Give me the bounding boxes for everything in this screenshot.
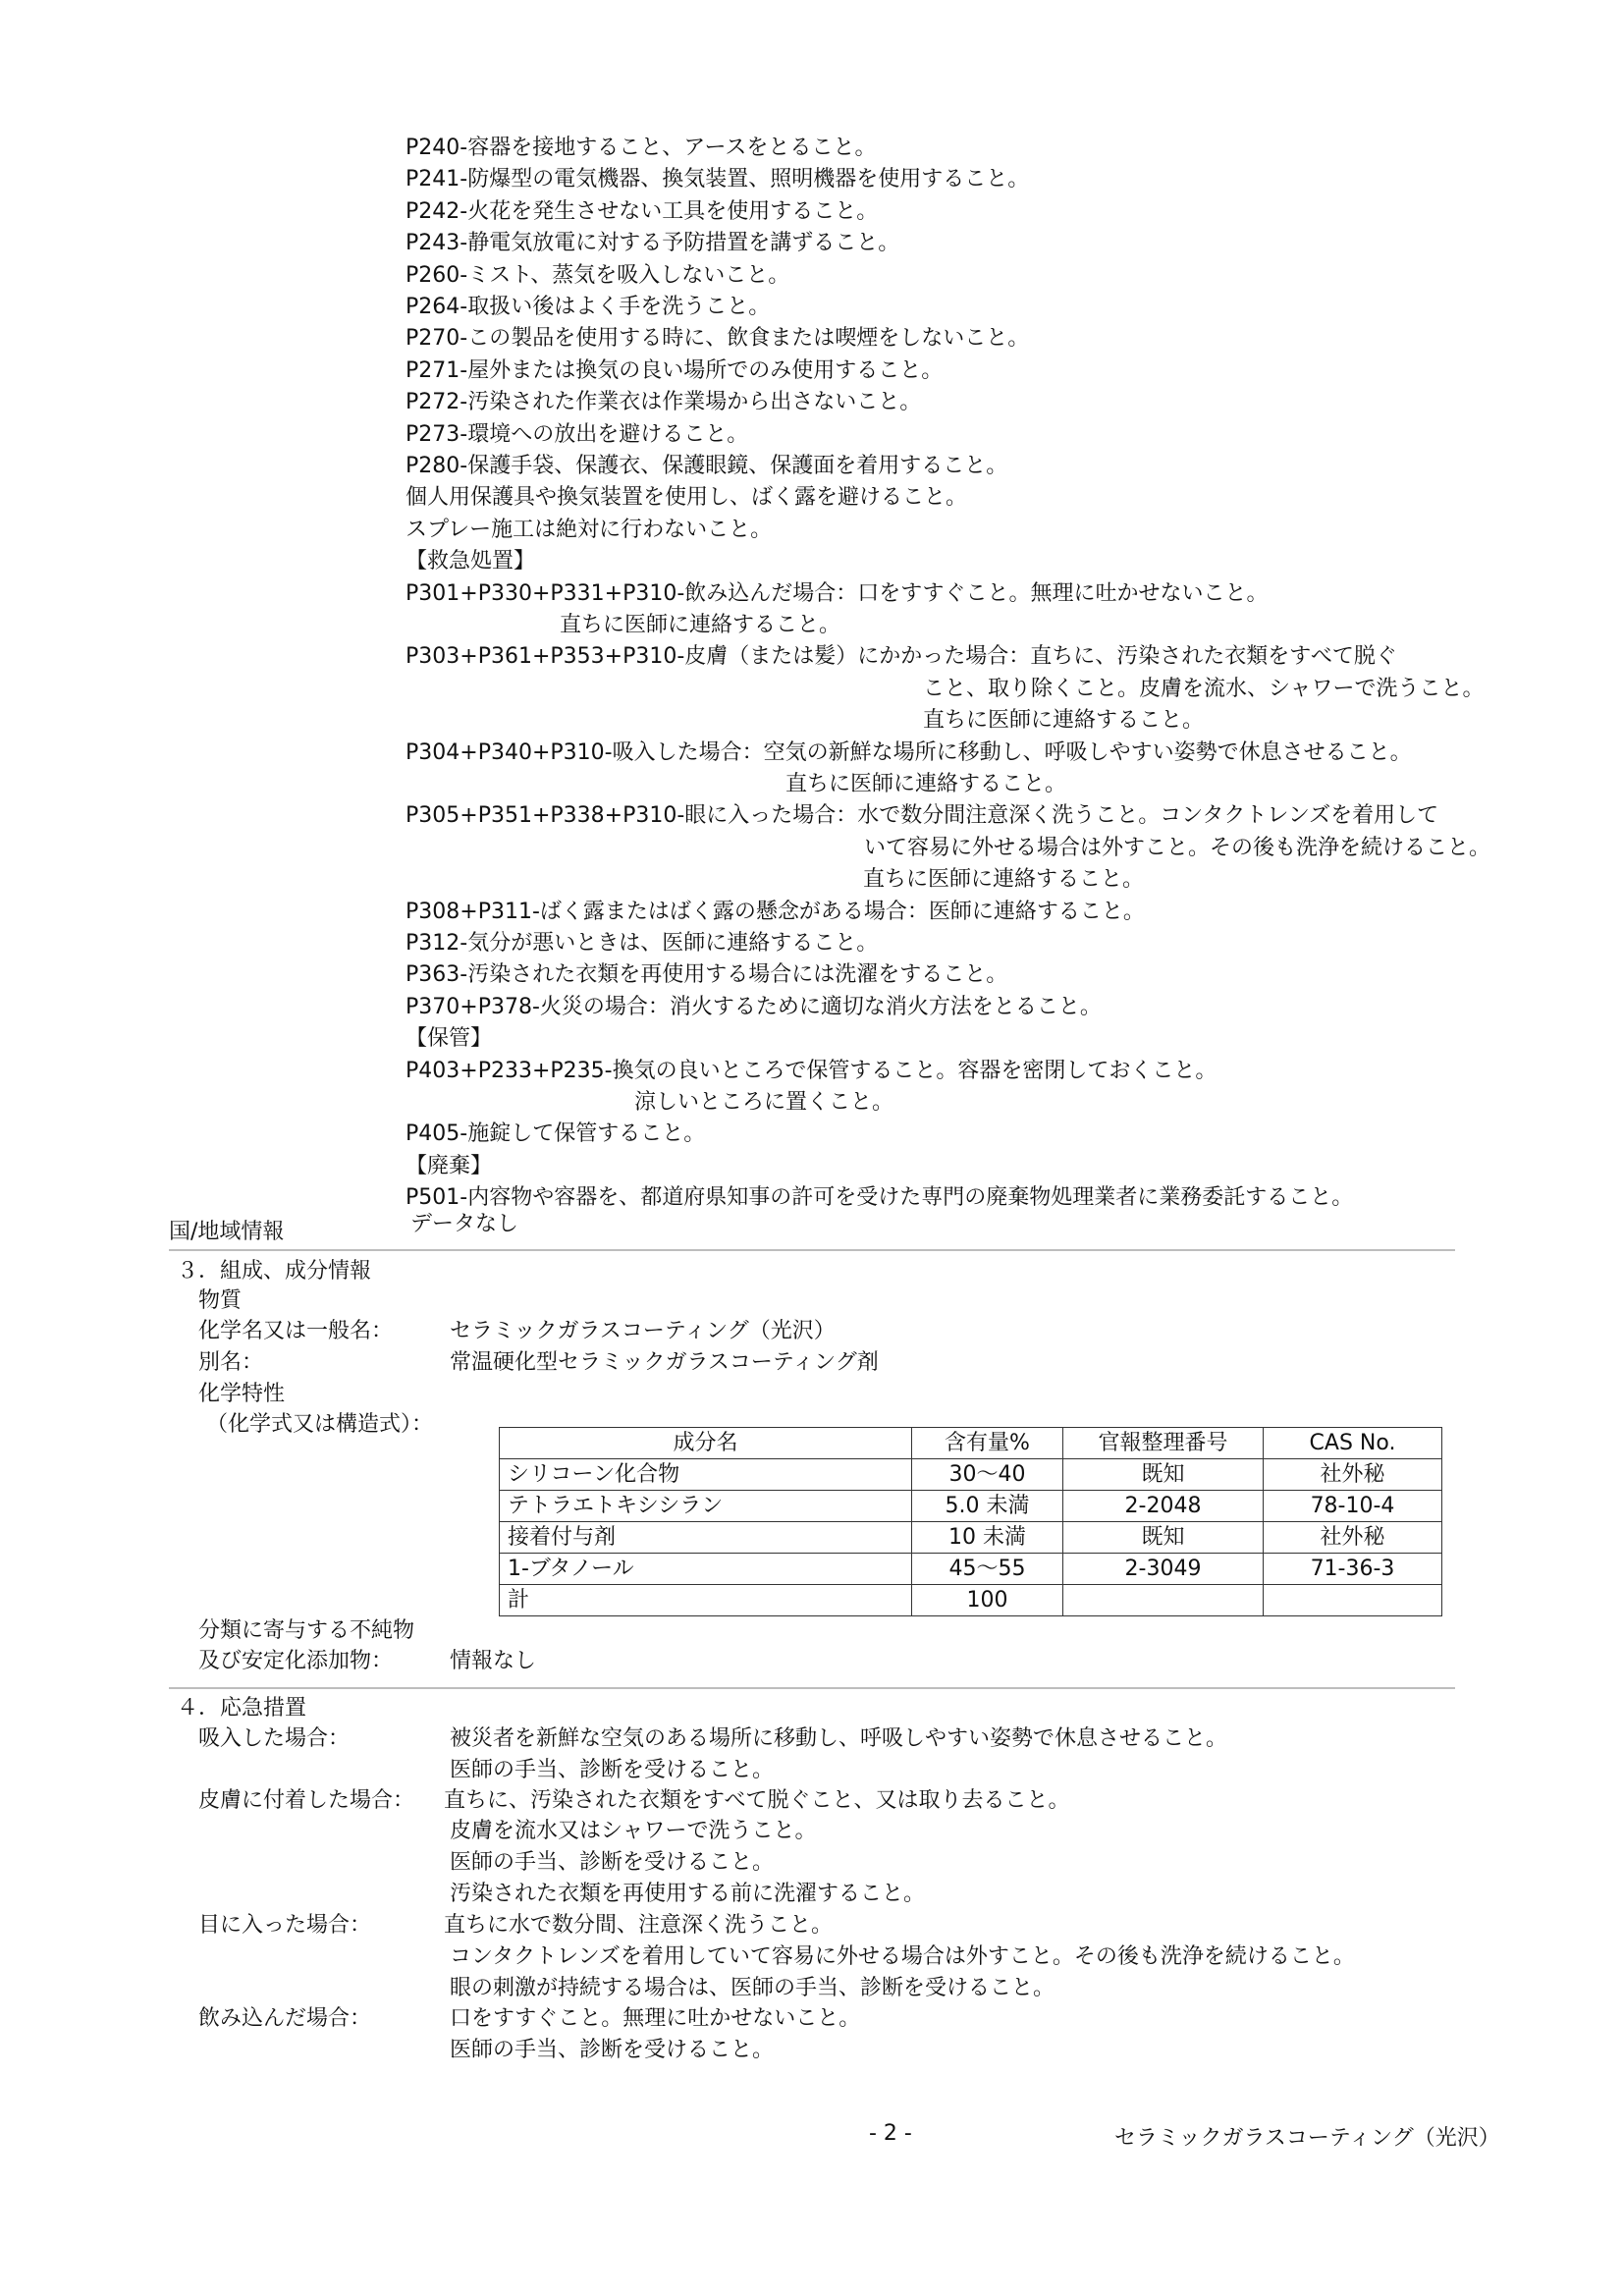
table-cell: 30～40: [912, 1459, 1063, 1491]
section4-title: ４．応急措置: [177, 1696, 307, 1721]
eye-label: 目に入った場合：: [198, 1913, 372, 1938]
impurity-value: 情報なし: [450, 1649, 537, 1673]
skin-line: 皮膚を流水又はシャワーで洗うこと。: [450, 1819, 817, 1843]
precaution-line: 【救急処置】: [406, 549, 536, 574]
chem-prop-label: 化学特性: [198, 1382, 286, 1406]
precaution-line: 個人用保護具や換気装置を使用し、ばく露を避けること。: [406, 485, 968, 510]
inhalation-line: 被災者を新鮮な空気のある場所に移動し、呼吸しやすい姿勢で休息させること。: [450, 1726, 1228, 1751]
table-cell: [1063, 1585, 1264, 1616]
table-cell: 接着付与剤: [500, 1522, 912, 1554]
header-content-percent: 含有量%: [912, 1428, 1063, 1459]
precaution-line: 涼しいところに置くこと。: [634, 1090, 894, 1115]
table-cell: 45～55: [912, 1554, 1063, 1585]
table-cell: 100: [912, 1585, 1063, 1616]
precaution-line: P501-内容物や容器を、都道府県知事の許可を受けた専門の廃棄物処理業者に業務委託すること。: [406, 1185, 1354, 1210]
eye-line: 直ちに水で数分間、注意深く洗うこと。: [444, 1913, 834, 1938]
skin-line: 直ちに、汚染された衣類をすべて脱ぐこと、又は取り去ること。: [444, 1788, 1070, 1813]
footer-product-name: セラミックガラスコーティング（光沢）: [1114, 2126, 1500, 2151]
table-cell: 既知: [1063, 1459, 1264, 1491]
table-row: [500, 1522, 1442, 1554]
table-row: [500, 1459, 1442, 1491]
precaution-line: P240-容器を接地すること、アースをとること。: [406, 136, 877, 160]
table-cell: 計: [500, 1585, 912, 1616]
precaution-line: P370+P378-火災の場合：消火するために適切な消火方法をとること。: [406, 995, 1102, 1019]
table-cell: 社外秘: [1264, 1459, 1442, 1491]
precaution-line: P305+P351+P338+P310-眼に入った場合：水で数分間注意深く洗うこと。コンタクトレンズを着用して: [406, 803, 1439, 828]
precaution-line: 直ちに医師に連絡すること。: [863, 867, 1145, 892]
precaution-line: P241-防爆型の電気機器、換気装置、照明機器を使用すること。: [406, 167, 1030, 191]
precaution-line: P301+P330+P331+P310-飲み込んだ場合：口をすすぐこと。無理に吐かせないこと。: [406, 581, 1269, 606]
precaution-line: P403+P233+P235-換気の良いところで保管すること。容器を密閉しておくこと。: [406, 1059, 1217, 1083]
section3-title: ３．組成、成分情報: [177, 1259, 372, 1284]
precaution-line: P303+P361+P353+P310-皮膚（または髪）にかかった場合：直ちに、汚染された衣類をすべて脱ぐ: [406, 644, 1397, 669]
section-divider: [169, 1249, 1455, 1251]
precaution-line: スプレー施工は絶対に行わないこと。: [406, 518, 773, 542]
table-cell: 5.0 未満: [912, 1491, 1063, 1522]
ingestion-line: 医師の手当、診断を受けること。: [450, 2038, 775, 2062]
regional-info-label: 国/地域情報: [169, 1220, 285, 1244]
precaution-line: こと、取り除くこと。皮膚を流水、シャワーで洗うこと。: [923, 677, 1485, 701]
section-divider: [169, 1687, 1455, 1689]
precaution-line: P264-取扱い後はよく手を洗うこと。: [406, 295, 771, 319]
table-row: [500, 1554, 1442, 1585]
skin-line: 汚染された衣類を再使用する前に洗濯すること。: [450, 1882, 926, 1906]
precaution-line: P405-施錠して保管すること。: [406, 1121, 706, 1146]
header-cas-no: CAS No.: [1264, 1428, 1442, 1459]
formula-label: （化学式又は構造式）：: [206, 1412, 434, 1437]
alias-label: 別名：: [198, 1350, 264, 1375]
skin-label: 皮膚に付着した場合：: [198, 1788, 415, 1813]
alias-value: 常温硬化型セラミックガラスコーティング剤: [450, 1350, 879, 1375]
precaution-line: P304+P340+P310-吸入した場合：空気の新鮮な場所に移動し、呼吸しやすい姿勢で休息させること。: [406, 740, 1412, 765]
precaution-line: 直ちに医師に連絡すること。: [923, 708, 1205, 733]
chem-name-value: セラミックガラスコーティング（光沢）: [450, 1319, 836, 1343]
table-cell: 2-3049: [1063, 1554, 1264, 1585]
precaution-line: 直ちに医師に連絡すること。: [785, 772, 1067, 796]
eye-line: コンタクトレンズを着用していて容易に外せる場合は外すこと。その後も洗浄を続けること。: [450, 1944, 1355, 1969]
ingestion-line: 口をすすぐこと。無理に吐かせないこと。: [450, 2006, 861, 2031]
table-cell: [1264, 1585, 1442, 1616]
regional-info-value: データなし: [410, 1212, 519, 1236]
eye-line: 眼の刺激が持続する場合は、医師の手当、診断を受けること。: [450, 1976, 1055, 2000]
inhalation-label: 吸入した場合：: [198, 1726, 351, 1751]
precaution-line: P280-保護手袋、保護衣、保護眼鏡、保護面を着用すること。: [406, 454, 1008, 478]
precaution-line: P270-この製品を使用する時に、飲食または喫煙をしないこと。: [406, 326, 1030, 351]
precaution-line: いて容易に外せる場合は外すこと。その後も洗浄を続けること。: [864, 836, 1491, 860]
precaution-line: P312-気分が悪いときは、医師に連絡すること。: [406, 931, 879, 956]
table-cell: 2-2048: [1063, 1491, 1264, 1522]
table-header-row: [500, 1428, 1442, 1459]
precaution-line: P308+P311-ばく露またはばく露の懸念がある場合：医師に連絡すること。: [406, 900, 1145, 924]
inhalation-line: 医師の手当、診断を受けること。: [450, 1758, 775, 1782]
table-cell: 71-36-3: [1264, 1554, 1442, 1585]
table-row: [500, 1491, 1442, 1522]
precaution-line: P271-屋外または換気の良い場所でのみ使用すること。: [406, 358, 944, 383]
header-gazette-number: 官報整理番号: [1063, 1428, 1264, 1459]
precaution-line: P363-汚染された衣類を再使用する場合には洗濯をすること。: [406, 962, 1008, 987]
table-cell: 10 未満: [912, 1522, 1063, 1554]
precaution-line: 【保管】: [406, 1026, 493, 1051]
substance-label: 物質: [198, 1288, 243, 1313]
precaution-line: P273-環境への放出を避けること。: [406, 422, 749, 447]
impurity-label-1: 分類に寄与する不純物: [198, 1618, 415, 1643]
ingestion-label: 飲み込んだ場合：: [198, 2006, 372, 2031]
precaution-line: 直ちに医師に連絡すること。: [560, 613, 841, 637]
table-cell: 社外秘: [1264, 1522, 1442, 1554]
table-cell: テトラエトキシシラン: [500, 1491, 912, 1522]
table-row: [500, 1585, 1442, 1616]
impurity-label-2: 及び安定化添加物：: [198, 1649, 394, 1673]
page-number: - 2 -: [869, 2121, 912, 2146]
precaution-line: P243-静電気放電に対する予防措置を講ずること。: [406, 231, 900, 255]
header-component-name: 成分名: [500, 1428, 912, 1459]
table-cell: シリコーン化合物: [500, 1459, 912, 1491]
chem-name-label: 化学名又は一般名：: [198, 1319, 394, 1343]
table-cell: 既知: [1063, 1522, 1264, 1554]
table-cell: 78-10-4: [1264, 1491, 1442, 1522]
precaution-line: P242-火花を発生させない工具を使用すること。: [406, 199, 879, 224]
table-cell: 1-ブタノール: [500, 1554, 912, 1585]
precaution-line: P260-ミスト、蒸気を吸入しないこと。: [406, 263, 790, 288]
composition-table: [499, 1427, 1442, 1616]
skin-line: 医師の手当、診断を受けること。: [450, 1850, 775, 1875]
precaution-line: P272-汚染された作業衣は作業場から出さないこと。: [406, 390, 922, 414]
precaution-line: 【廃棄】: [406, 1154, 493, 1178]
